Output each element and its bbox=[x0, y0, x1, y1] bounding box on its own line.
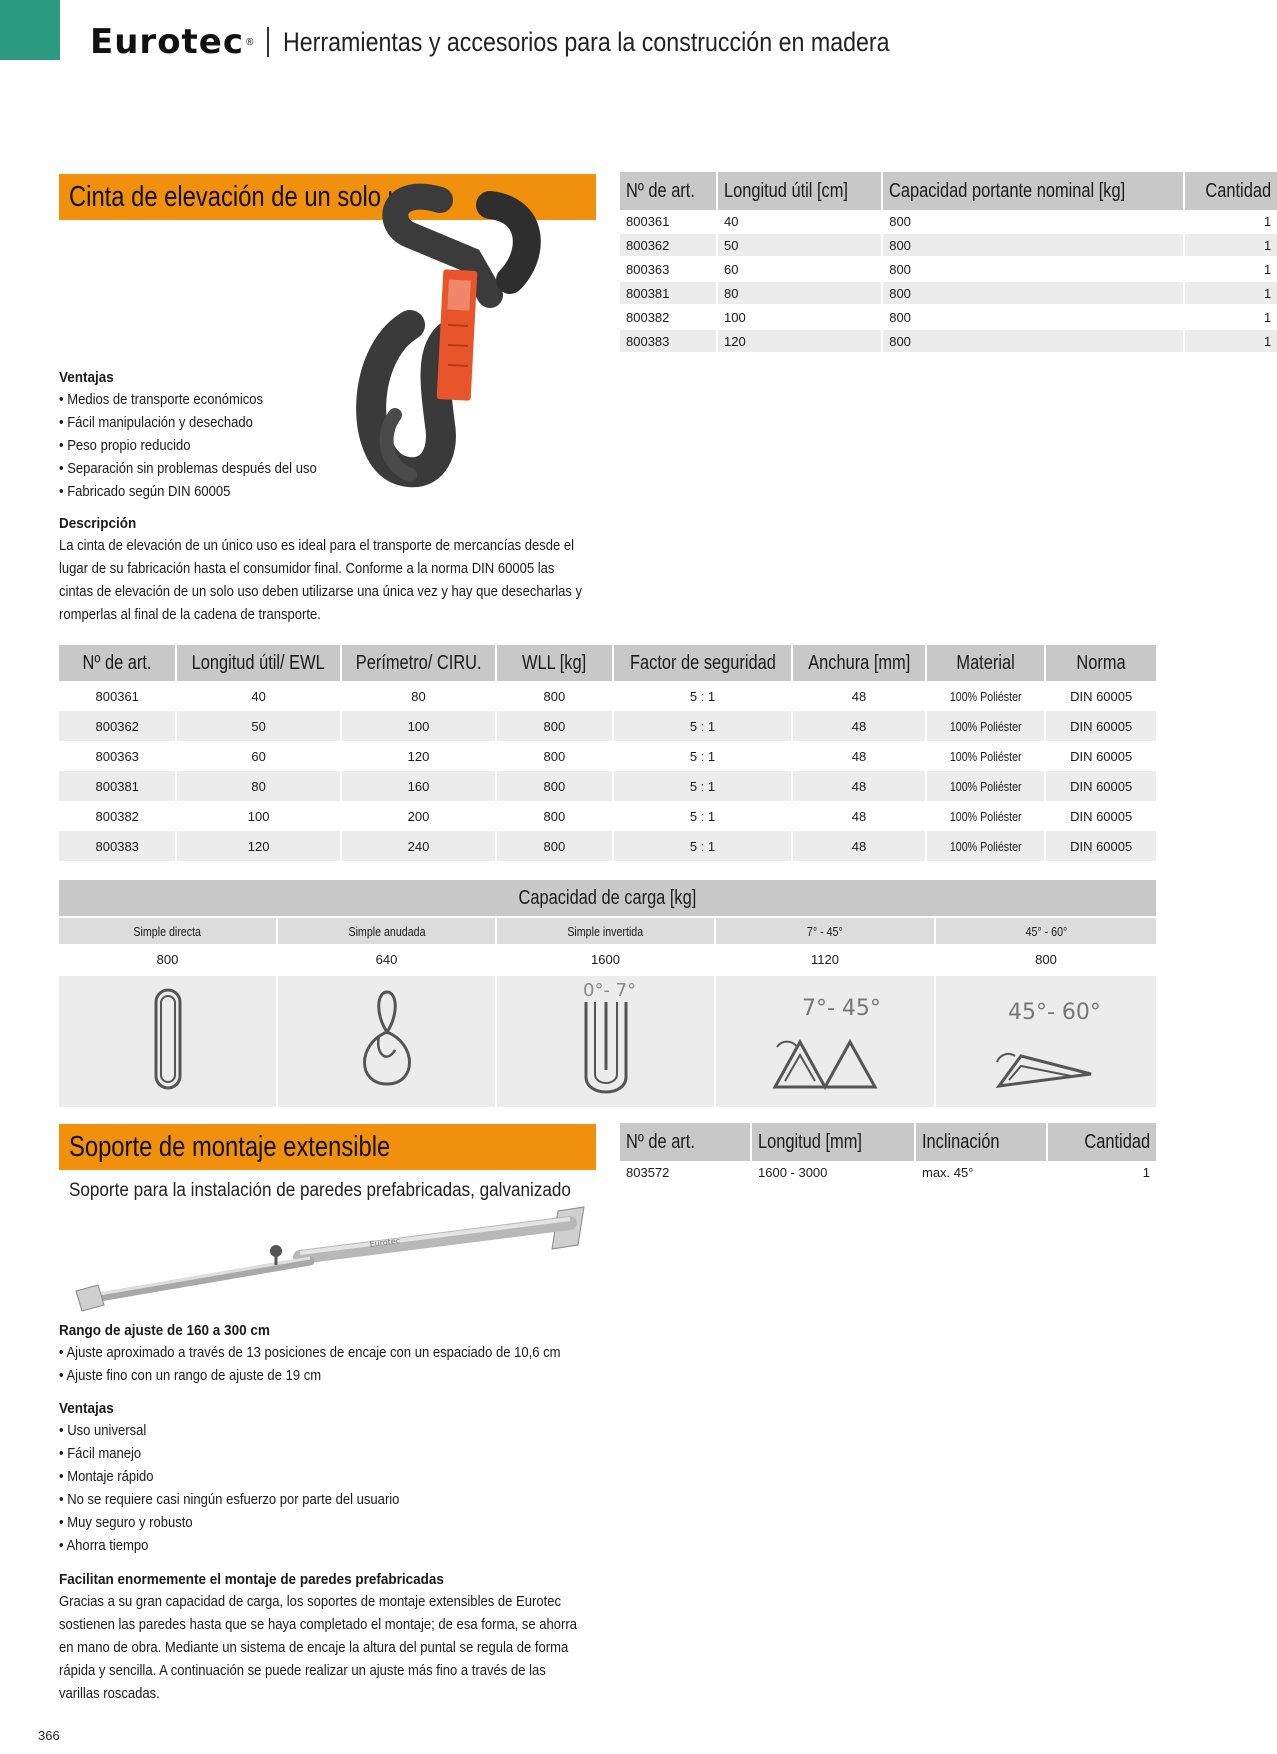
list-item: • Ahorra tiempo bbox=[59, 1538, 149, 1554]
load-capacity-table bbox=[59, 880, 1156, 1107]
support-brand-label: Eurotec bbox=[369, 1236, 401, 1249]
soporte-rango bbox=[59, 1319, 616, 1388]
table-header-row bbox=[620, 172, 1277, 210]
table-header-row bbox=[620, 1123, 1156, 1161]
load-values-row bbox=[59, 944, 1156, 974]
col-header: Material bbox=[927, 645, 1047, 681]
header-subtitle: Herramientas y accesorios para la construcción en madera bbox=[283, 26, 890, 57]
descripcion-heading: Descripción bbox=[59, 515, 137, 532]
col-header: Capacidad portante nominal [kg] bbox=[883, 172, 1185, 210]
col-header: Inclinación bbox=[916, 1123, 1048, 1161]
mode-label: Simple invertida bbox=[497, 916, 716, 944]
angle-45-60-figure bbox=[936, 974, 1156, 1107]
ventajas-heading: Ventajas bbox=[59, 369, 114, 386]
paragraph-line: lugar de su fabricación hasta el consumidor final. Conforme a la norma DIN 60005 las bbox=[59, 561, 555, 577]
paragraph-line: sostienen las paredes hasta que se haya completado el montaje; de esa forma, se ahorra bbox=[59, 1617, 577, 1633]
soporte-spec-table bbox=[620, 1123, 1156, 1185]
table-row: 800361 40 800 1 bbox=[620, 210, 1277, 234]
brand-logo: Eurotec bbox=[90, 22, 245, 62]
table-row: 800382 100 800 1 bbox=[620, 306, 1277, 330]
list-item: • No se requiere casi ningún esfuerzo por parte del usuario bbox=[59, 1492, 400, 1508]
table-row: 800381 80 800 1 bbox=[620, 282, 1277, 306]
header bbox=[90, 22, 989, 62]
simple-invertida-figure bbox=[497, 974, 716, 1107]
load-value: 640 bbox=[278, 944, 497, 974]
soporte-ventajas bbox=[59, 1397, 437, 1558]
soporte-facilitan bbox=[59, 1568, 635, 1706]
load-value: 800 bbox=[1035, 951, 1057, 967]
cinta-ventajas bbox=[59, 366, 345, 504]
col-header: Nº de art. bbox=[620, 1123, 752, 1161]
col-header: Perímetro/ CIRU. bbox=[342, 645, 497, 681]
registered-mark: ® bbox=[246, 36, 254, 48]
mode-label: 7° - 45° bbox=[716, 916, 936, 944]
col-header: Norma bbox=[1046, 645, 1156, 681]
load-value: 800 bbox=[59, 944, 278, 974]
table-row: 800362 50 100 800 5 : 1 48 100% Poliéster DIN 60005 bbox=[59, 711, 1156, 741]
table-row: 800363 60 800 1 bbox=[620, 258, 1277, 282]
load-table-title: Capacidad de carga [kg] bbox=[59, 880, 1156, 916]
paragraph-line: en mano de obra. Mediante un sistema de encaje la altura del puntal se regula de forma bbox=[59, 1640, 569, 1656]
angle-label: 7°- 45° bbox=[802, 996, 881, 1021]
mode-label: Simple directa bbox=[59, 916, 278, 944]
paragraph-line: romperlas al final de la cadena de transporte. bbox=[59, 607, 321, 623]
paragraph-line: cintas de elevación de un solo uso deben utilizarse una única vez y hay que desecharlas y bbox=[59, 584, 583, 600]
paragraph-line: rápida y sencilla. A continuación se puede realizar un ajuste más fino a través de las bbox=[59, 1663, 546, 1679]
col-header: Longitud útil/ EWL bbox=[177, 645, 341, 681]
col-header: Nº de art. bbox=[620, 172, 718, 210]
load-modes-row bbox=[59, 916, 1156, 944]
list-item: • Medios de transporte económicos bbox=[59, 392, 264, 408]
header-divider bbox=[267, 27, 269, 57]
section-title-soporte: Soporte de montaje extensible bbox=[59, 1124, 596, 1170]
soporte-subtitle: Soporte para la instalación de paredes prefabricadas, galvanizado bbox=[69, 1180, 571, 1201]
list-item: • Fabricado según DIN 60005 bbox=[59, 484, 231, 500]
table-row: 800363 60 120 800 5 : 1 48 100% Poliéster DIN 60005 bbox=[59, 741, 1156, 771]
cinta-descripcion bbox=[59, 512, 640, 627]
simple-directa-figure bbox=[59, 974, 278, 1107]
table-row: 800383 120 800 1 bbox=[620, 330, 1277, 354]
col-header: Factor de seguridad bbox=[614, 645, 794, 681]
list-item: • Montaje rápido bbox=[59, 1469, 154, 1485]
list-item: • Muy seguro y robusto bbox=[59, 1515, 193, 1531]
col-header: Cantidad bbox=[1185, 172, 1277, 210]
table-row: 803572 1600 - 3000 max. 45° 1 bbox=[620, 1161, 1156, 1185]
corner-tab bbox=[0, 0, 60, 60]
load-value: 1600 bbox=[497, 944, 716, 974]
list-item: • Uso universal bbox=[59, 1423, 147, 1439]
extensible-support-image bbox=[70, 1205, 590, 1325]
load-value: 1120 bbox=[716, 944, 936, 974]
col-header: WLL [kg] bbox=[497, 645, 613, 681]
paragraph-line: varillas roscadas. bbox=[59, 1686, 160, 1702]
list-item: • Ajuste aproximado a través de 13 posiciones de encaje con un espaciado de 10,6 cm bbox=[59, 1345, 561, 1361]
list-item: • Peso propio reducido bbox=[59, 438, 191, 454]
col-header: Longitud [mm] bbox=[752, 1123, 916, 1161]
col-header: Cantidad bbox=[1048, 1123, 1156, 1161]
facilitan-heading: Facilitan enormemente el montaje de paredes prefabricadas bbox=[59, 1571, 444, 1588]
mode-label: Simple anudada bbox=[278, 916, 497, 944]
table-row: 800381 80 160 800 5 : 1 48 100% Poliéster DIN 60005 bbox=[59, 771, 1156, 801]
table-row: 800362 50 800 1 bbox=[620, 234, 1277, 258]
cinta-spec-table bbox=[620, 172, 1277, 354]
angle-7-45-figure bbox=[716, 974, 936, 1107]
load-figures-row bbox=[59, 974, 1156, 1107]
list-item: • Fácil manejo bbox=[59, 1446, 142, 1462]
section-title-cinta: Cinta de elevación de un solo uso bbox=[59, 174, 596, 220]
simple-anudada-figure bbox=[278, 974, 497, 1107]
list-item: • Fácil manipulación y desechado bbox=[59, 415, 253, 431]
table-row: 800382 100 200 800 5 : 1 48 100% Poliéster DIN 60005 bbox=[59, 801, 1156, 831]
rango-heading: Rango de ajuste de 160 a 300 cm bbox=[59, 1322, 270, 1339]
table-row: 800361 40 80 800 5 : 1 48 100% Poliéster DIN 60005 bbox=[59, 681, 1156, 711]
table-row: 800383 120 240 800 5 : 1 48 100% Poliéster DIN 60005 bbox=[59, 831, 1156, 861]
lifting-sling-image bbox=[370, 185, 545, 495]
angle-label: 45°- 60° bbox=[1008, 1000, 1101, 1025]
col-header: Longitud útil [cm] bbox=[718, 172, 883, 210]
angle-label: 0°- 7° bbox=[583, 980, 637, 1001]
table-header-row bbox=[59, 645, 1156, 681]
ventajas-heading: Ventajas bbox=[59, 1400, 114, 1417]
col-header: Anchura [mm] bbox=[793, 645, 926, 681]
cinta-main-table bbox=[59, 645, 1156, 861]
list-item: • Separación sin problemas después del uso bbox=[59, 461, 317, 477]
page-number: 366 bbox=[38, 1728, 60, 1743]
list-item: • Ajuste fino con un rango de ajuste de 19 cm bbox=[59, 1368, 322, 1384]
paragraph-line: Gracias a su gran capacidad de carga, los soportes de montaje extensibles de Eurotec bbox=[59, 1594, 562, 1610]
mode-label: 45° - 60° bbox=[936, 916, 1156, 944]
paragraph-line: La cinta de elevación de un único uso es ideal para el transporte de mercancías desde el bbox=[59, 538, 575, 554]
col-header: Nº de art. bbox=[59, 645, 177, 681]
